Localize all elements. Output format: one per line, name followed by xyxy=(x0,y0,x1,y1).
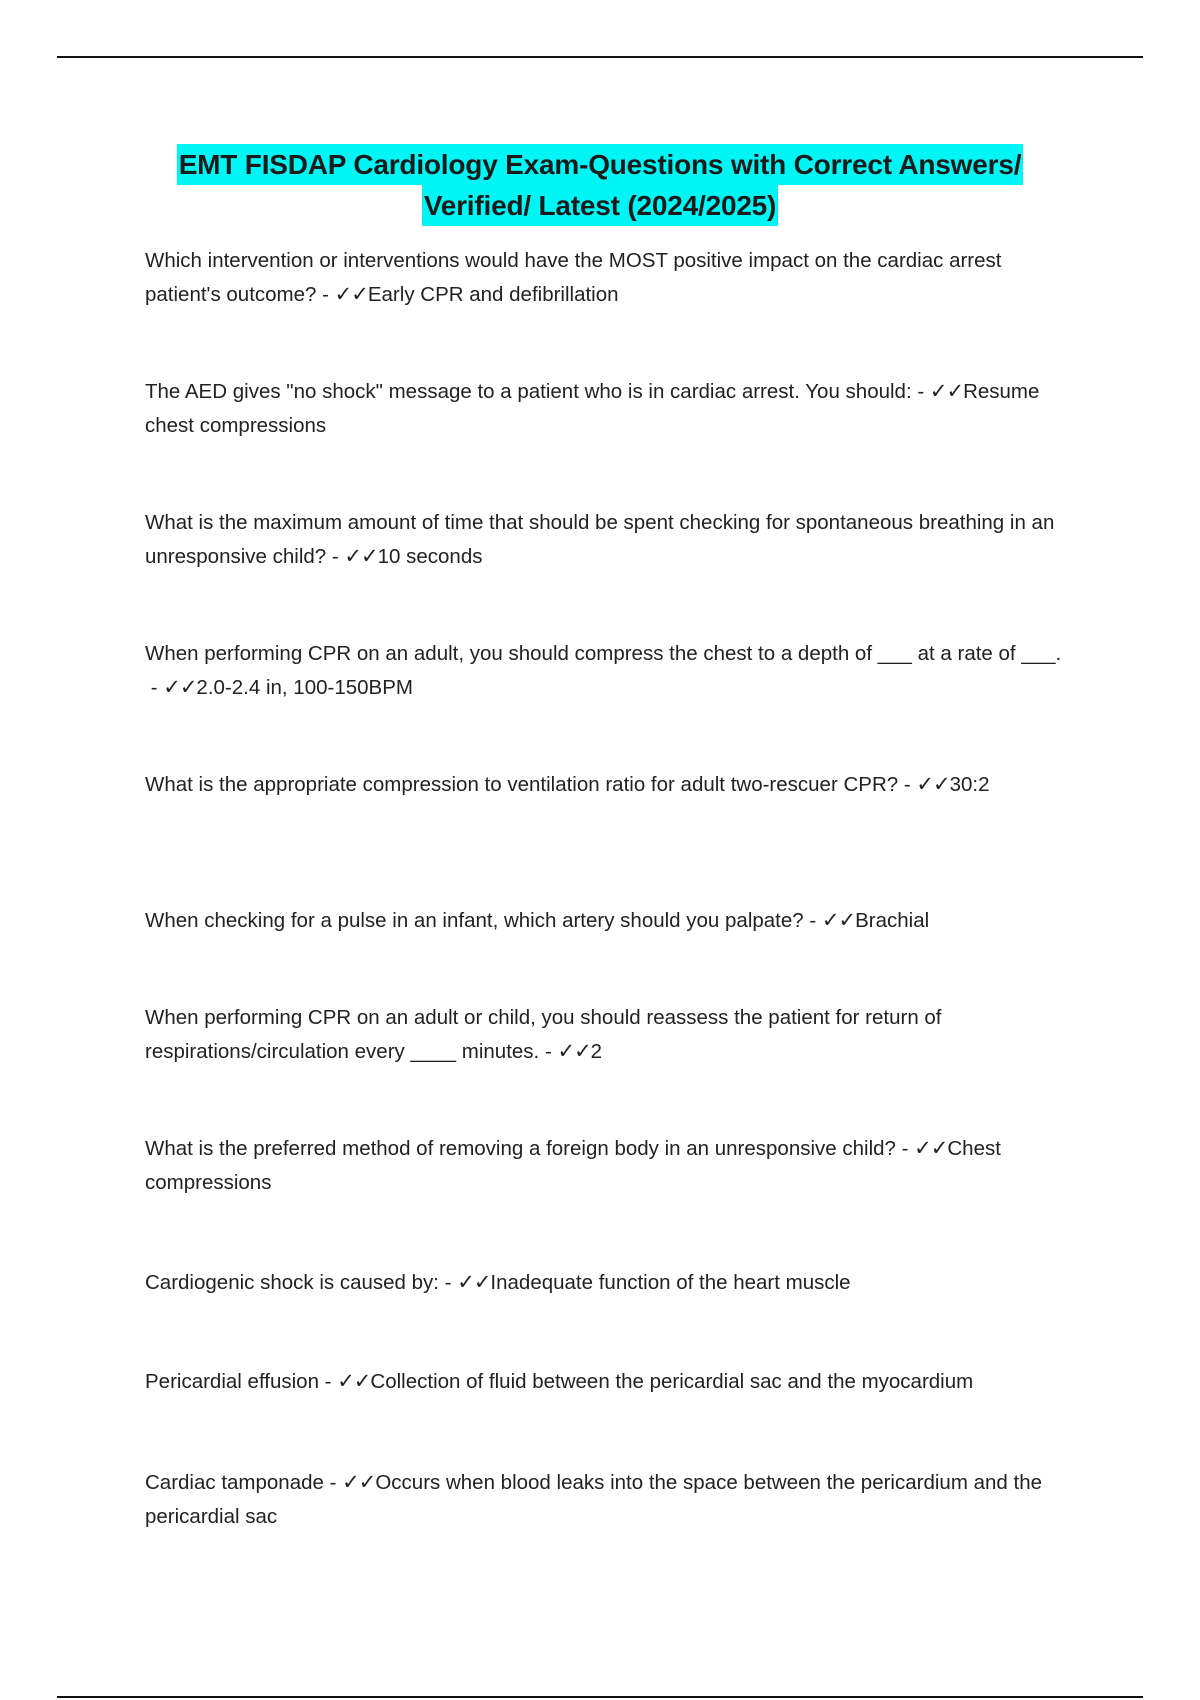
check-icon: ✓✓ xyxy=(457,1271,491,1294)
question-text: What is the appropriate compression to ventilation ratio for adult two-rescuer CPR? xyxy=(145,773,899,796)
qa-item xyxy=(145,1266,1065,1300)
title-line-2: Verified/ Latest (2024/2025) xyxy=(422,185,778,226)
answer-text: Chest compressions xyxy=(145,1137,1001,1194)
answer-text: Resume chest compressions xyxy=(145,380,1040,437)
qa-item xyxy=(145,244,1065,312)
qa-item xyxy=(145,904,1065,938)
separator: - xyxy=(323,1471,343,1494)
separator: - xyxy=(898,773,917,796)
check-icon: ✓✓ xyxy=(337,1370,371,1393)
answer-text: Early CPR and defibrillation xyxy=(367,283,619,306)
answer-text: 2 xyxy=(590,1040,603,1063)
check-icon: ✓✓ xyxy=(557,1040,591,1063)
question-text: When performing CPR on an adult or child, you should reassess the patient for return of respirations/circulation every ____ minutes. xyxy=(145,1006,942,1063)
title-line-1: EMT FISDAP Cardiology Exam-Questions with Correct Answers/ xyxy=(177,144,1024,185)
answer-text: Collection of fluid between the pericardial sac and the myocardium xyxy=(370,1370,974,1393)
check-icon: ✓✓ xyxy=(344,545,378,568)
answer-text: 30:2 xyxy=(949,773,990,796)
check-icon: ✓✓ xyxy=(929,380,964,403)
question-text: The AED gives "no shock" message to a patient who is in cardiac arrest. You should: xyxy=(145,380,912,403)
qa-item xyxy=(145,1132,1065,1200)
separator: - xyxy=(439,1271,458,1294)
question-text: Pericardial effusion xyxy=(145,1370,319,1393)
separator: - xyxy=(318,1370,338,1393)
check-icon: ✓✓ xyxy=(163,676,197,699)
question-text: When performing CPR on an adult, you should compress the chest to a depth of ___ at a rate of ___. xyxy=(145,642,1062,665)
qa-item xyxy=(145,768,1065,802)
qa-item xyxy=(145,1466,1065,1534)
question-text: Cardiac tamponade xyxy=(145,1471,324,1494)
answer-text: Occurs when blood leaks into the space between the pericardium and the pericardial sac xyxy=(145,1471,1042,1528)
question-text: Cardiogenic shock is caused by: xyxy=(145,1271,439,1294)
separator: - xyxy=(145,676,164,699)
separator: - xyxy=(326,545,345,568)
top-divider xyxy=(57,56,1143,58)
question-text: Which intervention or interventions would have the MOST positive impact on the cardiac arrest patient's outcome? xyxy=(145,249,1002,306)
question-text: What is the maximum amount of time that should be spent checking for spontaneous breathing in an unresponsive child? xyxy=(145,511,1055,568)
answer-text: Inadequate function of the heart muscle xyxy=(490,1271,851,1294)
answer-text: Brachial xyxy=(855,909,930,932)
answer-text: 2.0-2.4 in, 100-150BPM xyxy=(196,676,413,699)
check-icon: ✓✓ xyxy=(342,1471,376,1494)
question-text: When checking for a pulse in an infant, which artery should you palpate? xyxy=(145,909,804,932)
separator: - xyxy=(895,1137,915,1160)
qa-item xyxy=(145,1365,1065,1399)
separator: - xyxy=(316,283,335,306)
check-icon: ✓✓ xyxy=(916,773,950,796)
separator: - xyxy=(803,909,822,932)
document-title xyxy=(0,144,1200,226)
check-icon: ✓✓ xyxy=(914,1137,948,1160)
bottom-divider xyxy=(57,1696,1143,1698)
separator: - xyxy=(911,380,930,403)
check-icon: ✓✓ xyxy=(334,283,368,306)
separator: - xyxy=(539,1040,558,1063)
qa-item xyxy=(145,637,1065,705)
check-icon: ✓✓ xyxy=(821,909,856,932)
qa-item xyxy=(145,375,1065,443)
qa-item xyxy=(145,1001,1065,1069)
question-text: What is the preferred method of removing a foreign body in an unresponsive child? xyxy=(145,1137,896,1160)
qa-item xyxy=(145,506,1065,574)
answer-text: 10 seconds xyxy=(377,545,483,568)
